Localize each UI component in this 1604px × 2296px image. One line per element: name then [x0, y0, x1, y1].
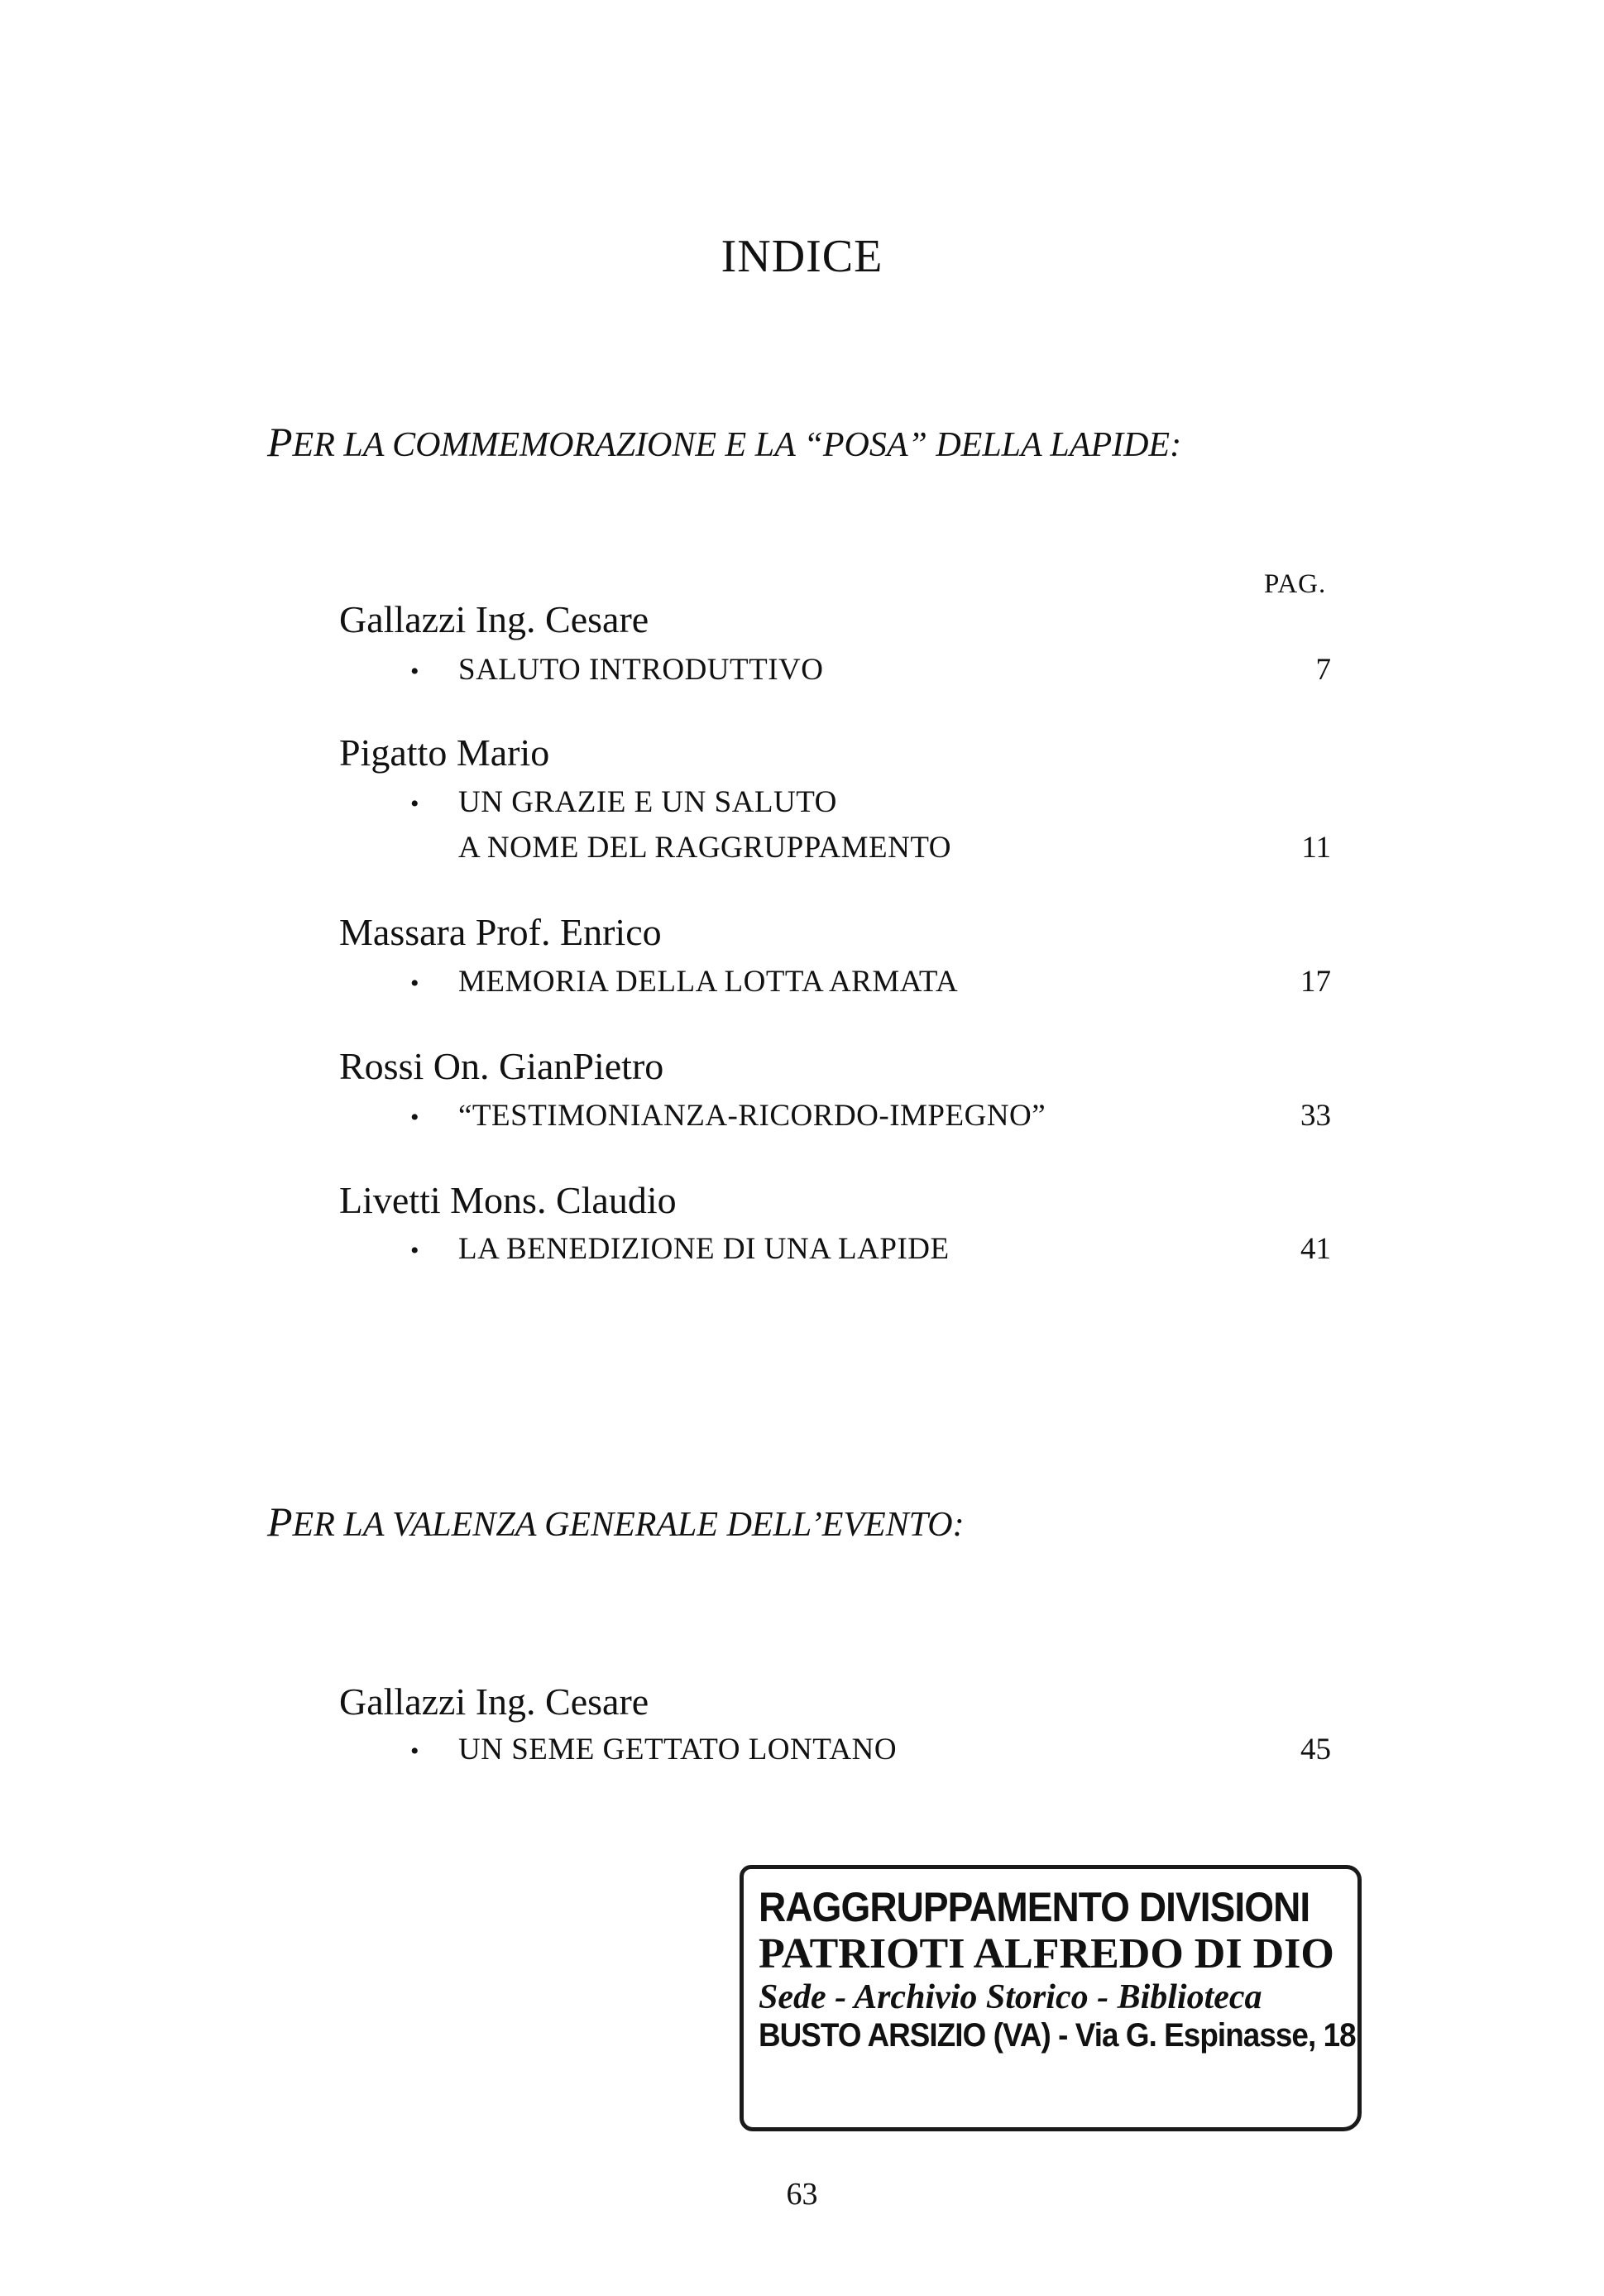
entry-title-line: UN GRAZIE E UN SALUTO: [458, 785, 837, 819]
section-heading-valenza: [267, 1498, 965, 1546]
bullet-icon: •: [410, 1104, 420, 1131]
entry-author: Pigatto Mario: [339, 731, 550, 774]
bullet-icon: •: [410, 790, 420, 817]
page-number: 63: [786, 2177, 818, 2212]
entry-page-number: 7: [1315, 653, 1331, 687]
stamp-line: BUSTO ARSIZIO (VA) - Via G. Espinasse, 18: [759, 2017, 1356, 2054]
entry-title: [410, 964, 958, 999]
bullet-icon: •: [410, 1738, 420, 1765]
stamp-line: Sede - Archivio Storico - Biblioteca: [759, 1978, 1262, 2017]
entry-title-line: MEMORIA DELLA LOTTA ARMATA: [458, 965, 959, 999]
entry-title-line: UN SEME GETTATO LONTANO: [458, 1733, 898, 1766]
entry-author: Massara Prof. Enrico: [339, 911, 662, 953]
entry-title-line: A NOME DEL RAGGRUPPAMENTO: [458, 831, 952, 865]
entry-title: [410, 652, 823, 688]
stamp-line: PATRIOTI ALFREDO DI DIO: [759, 1930, 1334, 1977]
bullet-icon: •: [410, 1237, 420, 1264]
entry-page-number: 11: [1301, 831, 1331, 865]
section-heading-text: ER LA VALENZA GENERALE DELL’EVENTO:: [292, 1506, 965, 1544]
entry-page-number: 33: [1300, 1099, 1331, 1133]
section-heading-initial: P: [267, 1498, 293, 1545]
entry-title: [410, 1098, 1046, 1134]
bullet-icon: •: [410, 658, 420, 685]
page-column-label: PAG.: [1264, 569, 1327, 599]
entry-page-number: 41: [1300, 1232, 1331, 1266]
entry-title: [410, 1231, 950, 1267]
entry-title: [410, 784, 837, 820]
section-heading-commemorazione: [267, 418, 1181, 466]
section-heading-text: ER LA COMMEMORAZIONE E LA “POSA” DELLA LAPIDE:: [292, 426, 1182, 464]
bullet-icon: •: [410, 970, 420, 997]
entry-page-number: 17: [1300, 965, 1331, 999]
section-heading-initial: P: [267, 419, 293, 465]
entry-author: Rossi On. GianPietro: [339, 1045, 664, 1087]
entry-title-line: LA BENEDIZIONE DI UNA LAPIDE: [458, 1232, 950, 1266]
stamp-line: RAGGRUPPAMENTO DIVISIONI: [759, 1884, 1310, 1930]
entry-title: [410, 1732, 897, 1767]
entry-author: Livetti Mons. Claudio: [339, 1179, 677, 1221]
entry-author: Gallazzi Ing. Cesare: [339, 598, 649, 640]
page-title: INDICE: [721, 231, 883, 282]
archive-stamp: [740, 1865, 1362, 2131]
entry-title-line: “TESTIMONIANZA-RICORDO-IMPEGNO”: [458, 1099, 1046, 1133]
entry-author: Gallazzi Ing. Cesare: [339, 1680, 649, 1723]
entry-title-line: SALUTO INTRODUTTIVO: [458, 653, 824, 687]
entry-page-number: 45: [1300, 1733, 1331, 1766]
